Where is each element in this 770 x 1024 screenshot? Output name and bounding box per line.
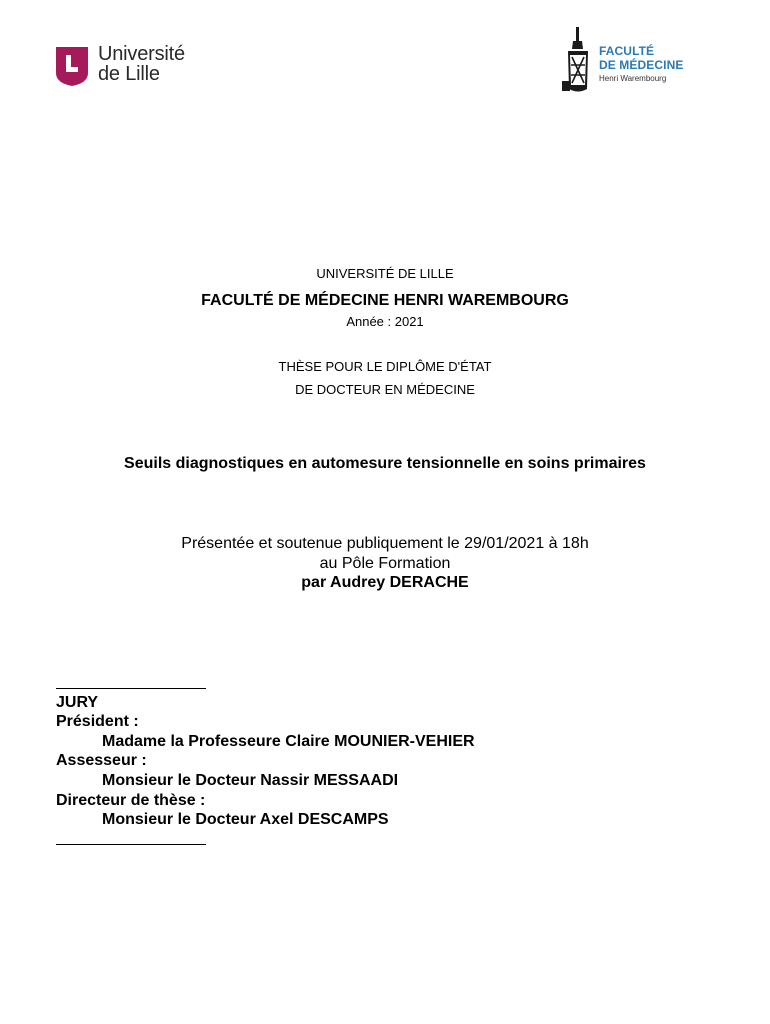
director-name: Monsieur le Docteur Axel DESCAMPS xyxy=(102,811,389,829)
divider-top xyxy=(56,673,206,693)
divider-bottom xyxy=(56,830,206,850)
universite-de-lille-logo xyxy=(52,41,202,89)
belfry-tower-icon xyxy=(560,25,596,95)
jury-section xyxy=(56,673,716,849)
logo-faculty-line3: Henri Warembourg xyxy=(599,74,667,83)
universite-de-lille-wordmark xyxy=(98,44,185,84)
president-name: Madame la Professeure Claire MOUNIER-VEHIER xyxy=(102,732,475,750)
universite-de-lille-logo-icon xyxy=(52,43,92,87)
thesis-title: Seuils diagnostiques en automesure tensionnelle en soins primaires xyxy=(124,455,646,472)
presentation-date: Présentée et soutenue publiquement le 29/01/2021 à 18h xyxy=(181,535,589,552)
logo-faculty-line2: DE MÉDECINE xyxy=(599,58,684,72)
academic-year: Année : 2021 xyxy=(346,314,424,329)
jury-heading: JURY xyxy=(56,693,99,711)
logo-university-line1: Université xyxy=(98,43,185,65)
presentation-place: au Pôle Formation xyxy=(319,555,451,572)
faculte-de-medecine-logo xyxy=(560,25,720,95)
assessor-label: Assesseur : xyxy=(56,752,147,770)
thesis-type-line2: DE DOCTEUR EN MÉDECINE xyxy=(295,382,475,397)
director-label: Directeur de thèse : xyxy=(56,791,206,809)
logo-university-line2: de Lille xyxy=(98,63,160,85)
logo-faculty-line1: FACULTÉ xyxy=(599,44,655,58)
thesis-author: par Audrey DERACHE xyxy=(301,574,469,591)
faculty-name: FACULTÉ DE MÉDECINE HENRI WAREMBOURG xyxy=(201,292,569,309)
thesis-type-line1: THÈSE POUR LE DIPLÔME D'ÉTAT xyxy=(278,359,492,374)
university-name: UNIVERSITÉ DE LILLE xyxy=(316,266,454,281)
assessor-name: Monsieur le Docteur Nassir MESSAADI xyxy=(102,771,399,789)
president-label: Président : xyxy=(56,713,139,731)
